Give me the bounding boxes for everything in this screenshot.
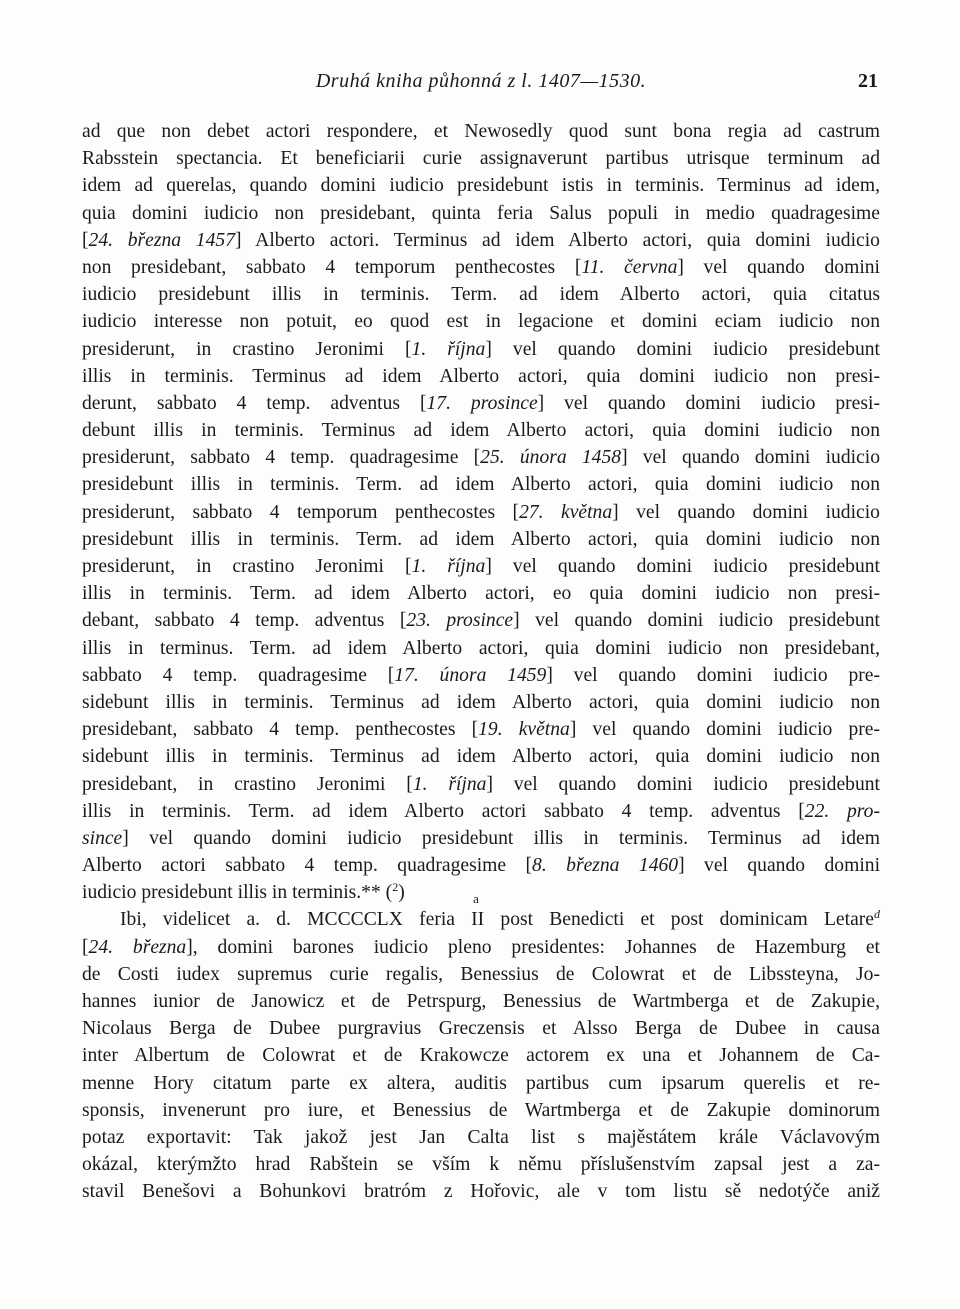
text-segment: presidebunt illis in terminis. Term. ad idem Alberto actori, quia domini iudicio non — [82, 474, 880, 496]
text-line — [82, 145, 880, 172]
text-segment: iudicio interesse non potuit, eo quod est in legacione et domini eciam iudicio non — [82, 311, 880, 333]
text-line — [82, 336, 880, 363]
text-line — [82, 716, 880, 743]
text-segment: ] vel quando domini — [678, 855, 881, 877]
text-segment: sidebunt illis in terminis. Terminus ad idem Alberto actori, quia domini iudicio non — [82, 691, 880, 713]
text-line — [82, 553, 880, 580]
text-line — [82, 254, 880, 281]
text-line — [82, 471, 880, 498]
text-segment: presiderunt, in crastino Jeronimi [ — [82, 556, 412, 577]
text-line — [82, 662, 880, 689]
text-segment: ] vel quando domini iudicio presidebunt — [513, 610, 880, 632]
text-segment: presiderunt, sabbato 4 temp. quadragesime [ — [82, 447, 481, 469]
page-number: 21 — [858, 70, 878, 92]
text-segment: II — [471, 909, 485, 931]
text-segment: sabbato 4 temp. quadragesime [ — [82, 664, 395, 686]
text-line: hannes iunior de Janowicz et de Petrspurg, Benessius de Wartmberga et de Zakupie, — [82, 991, 880, 1012]
editorial-date: 19. května — [478, 719, 570, 741]
text-line — [82, 526, 880, 553]
editorial-date: 1. října — [411, 556, 486, 577]
editorial-date: 1. října — [411, 338, 486, 360]
text-line — [82, 390, 880, 417]
running-title: Druhá kniha půhonná z l. 1407—1530. — [315, 70, 647, 92]
text-segment: Rabsstein spectancia. Et beneficiarii curie assignaverunt partibus utrisque terminum ad — [82, 148, 880, 170]
text-line: stavil Benešovi a Bohunkovi bratróm z Hořovic, ale v tom listu sě nedotýče aniž — [82, 1181, 880, 1203]
text-line — [82, 635, 880, 662]
text-segment: sidebunt illis in terminis. Terminus ad idem Alberto actori, quia domini iudicio non — [82, 746, 880, 768]
text-segment: ] vel quando domini iudicio — [621, 447, 880, 469]
text-segment: illis in terminis. Term. ad idem Alberto actori, eo quia domini iudicio non presi- — [82, 583, 880, 605]
text-line — [82, 417, 880, 444]
text-segment: quia domini iudicio non presidebant, quinta feria Salus populi in medio quadragesime — [82, 202, 880, 224]
text-line: sponsis, invenerunt pro iure, et Benessius de Wartmberga et de Zakupie dominorum — [82, 1099, 880, 1121]
text-line: inter Albertum de Colowrat et de Krakowcze actorem ex una et Johannem de Ca- — [82, 1045, 880, 1067]
editorial-date: 24. března 1457 — [88, 229, 235, 251]
footnote-mark[interactable]: d — [874, 907, 880, 922]
text-segment: ] vel quando domini iudicio — [612, 501, 880, 523]
text-line — [82, 934, 880, 961]
text-line: potaz exportavit: Tak jakož jest Jan Calta list s majěstátem krále Václavovým — [82, 1126, 880, 1148]
text-line — [82, 825, 880, 852]
text-segment: illis in terminus. Term. ad idem Alberto actori, quia domini iudicio non presidebant, — [82, 637, 880, 659]
text-segment: iudicio presidebunt illis in terminis. Term. ad idem Alberto actori, quia citatus — [82, 284, 880, 306]
text-segment: ] vel quando domini iudicio pre- — [546, 664, 880, 686]
page-header — [82, 70, 880, 100]
text-segment: ], domini barones iudicio pleno presidentes: Johannes de Hazemburg et — [186, 936, 880, 958]
text-line — [82, 689, 880, 716]
text-line: de Costi iudex supremus curie regalis, Benessius de Colowrat et de Libssteyna, Jo- — [82, 963, 880, 985]
text-body — [82, 118, 880, 1206]
text-segment: non presidebant, sabbato 4 temporum penthecostes [ — [82, 256, 582, 278]
text-line — [82, 852, 880, 879]
text-segment: [ — [82, 229, 89, 251]
text-segment: presiderunt, in crastino Jeronimi [ — [82, 338, 412, 360]
text-line — [82, 771, 880, 798]
footnote-reference[interactable]: 2 — [392, 880, 399, 895]
text-line: Nicolaus Berga de Dubee purgravius Greczensis et Alsso Berga de Dubee in causa — [82, 1018, 880, 1040]
editorial-date: since — [82, 827, 123, 849]
text-segment: illis in terminis. Term. ad idem Alberto actori sabbato 4 temp. adventus [ — [82, 800, 805, 822]
text-line — [82, 444, 880, 471]
text-line — [82, 798, 880, 825]
text-line — [82, 607, 880, 634]
editorial-date: 23. prosince — [406, 610, 514, 632]
editorial-date: 25. února 1458 — [480, 447, 622, 469]
text-line — [82, 879, 880, 906]
editorial-date: 8. března 1460 — [532, 855, 679, 877]
text-line — [82, 499, 880, 526]
editorial-date: 24. března — [88, 936, 187, 958]
editorial-date: 17. prosince — [426, 392, 538, 414]
editorial-date: 27. května — [519, 501, 613, 523]
text-segment: ] Alberto actori. Terminus ad idem Alberto actori, quia domini iudicio — [235, 229, 880, 251]
text-line — [82, 227, 880, 254]
editorial-date: 22. pro- — [804, 800, 880, 822]
text-segment: ] vel quando domini iudicio presidebunt — [485, 556, 880, 577]
text-segment: iudicio presidebunt illis in terminis.** ( — [82, 882, 393, 904]
text-line — [82, 172, 880, 199]
text-segment: ] vel quando domini — [677, 256, 881, 278]
text-line — [82, 200, 880, 227]
text-segment: ] vel quando domini iudicio presidebunt — [485, 338, 880, 360]
text-segment: debunt illis in terminis. Terminus ad idem Alberto actori, quia domini iudicio non — [82, 420, 880, 442]
text-segment: ] vel quando domini iudicio presidebunt — [486, 773, 881, 795]
text-segment: presidebunt illis in terminis. Term. ad idem Alberto actori, quia domini iudicio non — [82, 528, 880, 550]
editorial-date: 11. června — [581, 256, 678, 278]
text-line: okázal, kterýmžto hrad Rabštein se vším k němu příslušenstvím zapsal jest a za- — [82, 1154, 880, 1176]
text-segment: presiderunt, sabbato 4 temporum penthecostes [ — [82, 501, 520, 523]
text-line — [82, 363, 880, 390]
text-line: menne Hory citatum parte ex altera, auditis partibus cum ipsarum querelis et re- — [82, 1072, 880, 1094]
text-line — [82, 743, 880, 770]
text-segment: [ — [82, 936, 89, 958]
text-line — [82, 580, 880, 607]
text-segment: presidebant, sabbato 4 temp. penthecostes [ — [82, 719, 479, 741]
text-line — [82, 308, 880, 335]
roman-numeral — [471, 891, 485, 931]
text-segment: Alberto actori sabbato 4 temp. quadragesime [ — [82, 855, 533, 877]
editorial-date: 17. února 1459 — [394, 664, 547, 686]
text-line — [82, 118, 880, 145]
text-segment: ] vel quando domini iudicio presi- — [537, 392, 880, 414]
text-segment: derunt, sabbato 4 temp. adventus [ — [82, 392, 427, 414]
text-segment: debant, sabbato 4 temp. adventus [ — [82, 610, 407, 632]
text-segment: post Benedicti et post dominicam Letare — [484, 909, 874, 931]
superscript-mark: a — [473, 891, 479, 907]
text-segment: ] vel quando domini iudicio pre- — [569, 719, 880, 741]
text-segment: illis in terminis. Terminus ad idem Alberto actori, quia domini iudicio non presi- — [82, 365, 880, 387]
text-segment: presidebant, in crastino Jeronimi [ — [82, 773, 413, 795]
text-segment: Ibi, videlicet a. d. MCCCCLX feria — [120, 909, 472, 931]
text-segment: ] vel quando domini iudicio presidebunt illis in terminis. Terminus ad idem — [122, 827, 880, 849]
editorial-date: 1. října — [412, 773, 487, 795]
text-segment: idem ad querelas, quando domini iudicio presidebunt istis in terminis. Terminus ad idem, — [82, 175, 880, 197]
text-segment: ) — [398, 882, 405, 904]
text-line — [82, 281, 880, 308]
text-segment: ad que non debet actori respondere, et Newosedly quod sunt bona regia ad castrum — [82, 121, 880, 142]
